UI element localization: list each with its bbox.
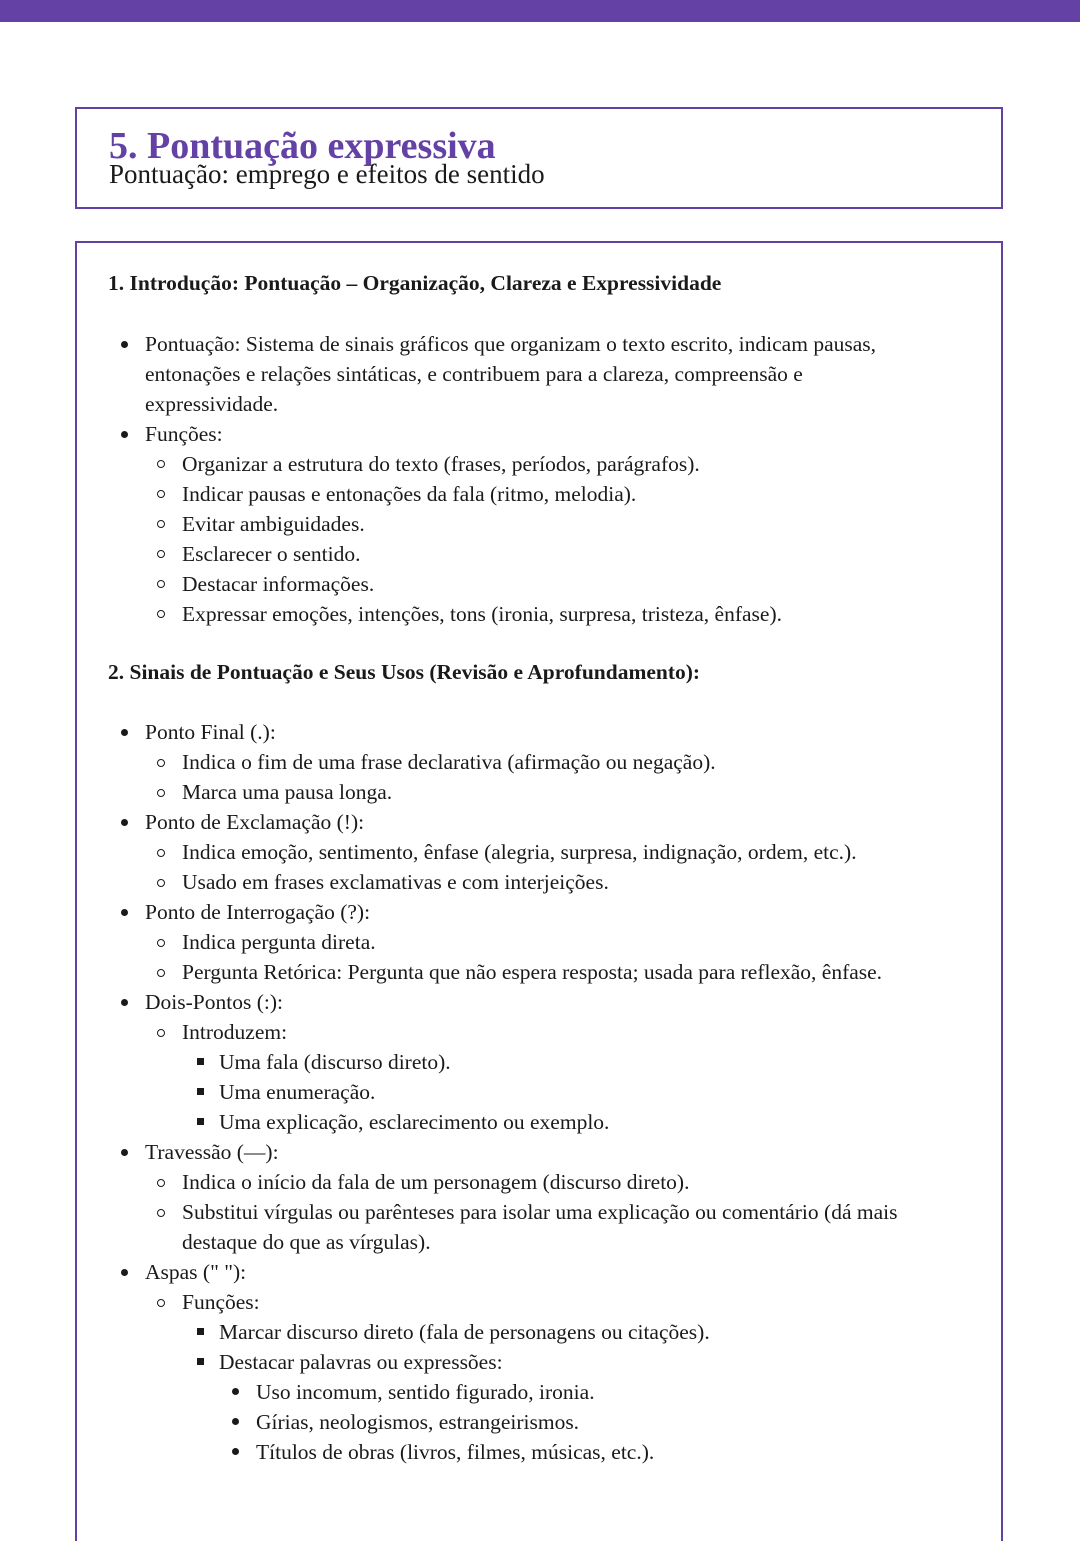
- bullet-circle: [157, 460, 165, 468]
- list-item: Marcar discurso direto (fala de personagens ou citações).: [219, 1320, 710, 1344]
- list-item: Gírias, neologismos, estrangeirismos.: [256, 1410, 580, 1434]
- bullet-circle: [157, 759, 165, 767]
- list-item: Indica pergunta direta.: [182, 930, 376, 954]
- list-item: Ponto de Exclamação (!):: [145, 810, 365, 834]
- definition-line: Pontuação: Sistema de sinais gráficos que organizam o texto escrito, indicam pausas,: [145, 332, 877, 356]
- bullet-disc: [121, 1269, 128, 1276]
- list-item: Ponto Final (.):: [145, 720, 276, 744]
- list-item: Pergunta Retórica: Pergunta que não espera resposta; usada para reflexão, ênfase.: [182, 960, 883, 984]
- list-item-continuation: destaque do que as vírgulas).: [182, 1230, 431, 1254]
- bullet-circle: [157, 580, 165, 588]
- list-item: Introduzem:: [182, 1020, 288, 1044]
- bullet-disc: [121, 909, 128, 916]
- section-1-heading: 1. Introdução: Pontuação – Organização, Clareza e Expressividade: [108, 271, 722, 295]
- list-item: Ponto de Interrogação (?):: [145, 900, 371, 924]
- bullet-circle: [157, 610, 165, 618]
- bullet-circle: [157, 1209, 165, 1217]
- list-item: Uma fala (discurso direto).: [219, 1050, 451, 1074]
- bullet-disc: [121, 431, 128, 438]
- bullet-disc: [121, 729, 128, 736]
- list-item: Indica o fim de uma frase declarativa (afirmação ou negação).: [182, 750, 716, 774]
- list-item: Organizar a estrutura do texto (frases, períodos, parágrafos).: [182, 452, 700, 476]
- section-2-heading: 2. Sinais de Pontuação e Seus Usos (Revisão e Aprofundamento):: [108, 660, 701, 684]
- bullet-circle: [157, 789, 165, 797]
- list-item: Títulos de obras (livros, filmes, músicas, etc.).: [256, 1440, 655, 1464]
- bullet-circle: [157, 1299, 165, 1307]
- list-item: Substitui vírgulas ou parênteses para isolar uma explicação ou comentário (dá mais: [182, 1200, 898, 1224]
- bullet-square: [197, 1328, 204, 1335]
- bullet-disc: [232, 1388, 239, 1395]
- list-item: Uma explicação, esclarecimento ou exemplo.: [219, 1110, 610, 1134]
- list-item: Destacar palavras ou expressões:: [219, 1350, 503, 1374]
- list-item: Esclarecer o sentido.: [182, 542, 361, 566]
- bullet-square: [197, 1358, 204, 1365]
- page-subtitle: Pontuação: emprego e efeitos de sentido: [109, 159, 545, 189]
- bullet-circle: [157, 1029, 165, 1037]
- list-item: Marca uma pausa longa.: [182, 780, 393, 804]
- list-item: Indicar pausas e entonações da fala (ritmo, melodia).: [182, 482, 637, 506]
- bullet-square: [197, 1058, 204, 1065]
- page-title: 5. Pontuação expressiva: [109, 125, 496, 167]
- list-item: Evitar ambiguidades.: [182, 512, 365, 536]
- functions-label: Funções:: [145, 422, 223, 446]
- list-item: Uso incomum, sentido figurado, ironia.: [256, 1380, 595, 1404]
- bullet-disc: [232, 1418, 239, 1425]
- list-item: Destacar informações.: [182, 572, 375, 596]
- bullet-circle: [157, 939, 165, 947]
- bullet-circle: [157, 849, 165, 857]
- list-item: Uma enumeração.: [219, 1080, 376, 1104]
- bullet-square: [197, 1118, 204, 1125]
- bullet-disc: [121, 819, 128, 826]
- bullet-disc: [121, 999, 128, 1006]
- title-box: [75, 107, 1003, 209]
- bullet-circle: [157, 550, 165, 558]
- top-accent-bar: [0, 0, 1080, 22]
- bullet-circle: [157, 490, 165, 498]
- list-item: Expressar emoções, intenções, tons (ironia, surpresa, tristeza, ênfase).: [182, 602, 782, 626]
- bullet-circle: [157, 879, 165, 887]
- bullet-circle: [157, 1179, 165, 1187]
- list-item: Usado em frases exclamativas e com interjeições.: [182, 870, 609, 894]
- list-item: Funções:: [182, 1290, 260, 1314]
- bullet-disc: [232, 1448, 239, 1455]
- list-item: Indica o início da fala de um personagem (discurso direto).: [182, 1170, 690, 1194]
- list-item: Dois-Pontos (:):: [145, 990, 283, 1014]
- list-item: Aspas (" "):: [145, 1260, 247, 1284]
- bullet-circle: [157, 520, 165, 528]
- bullet-disc: [121, 1149, 128, 1156]
- definition-line: expressividade.: [145, 392, 279, 416]
- list-item: Indica emoção, sentimento, ênfase (alegria, surpresa, indignação, ordem, etc.).: [182, 840, 857, 864]
- definition-line: entonações e relações sintáticas, e contribuem para a clareza, compreensão e: [145, 362, 803, 386]
- bullet-disc: [121, 341, 128, 348]
- bullet-circle: [157, 969, 165, 977]
- bullet-square: [197, 1088, 204, 1095]
- list-item: Travessão (—):: [145, 1140, 279, 1164]
